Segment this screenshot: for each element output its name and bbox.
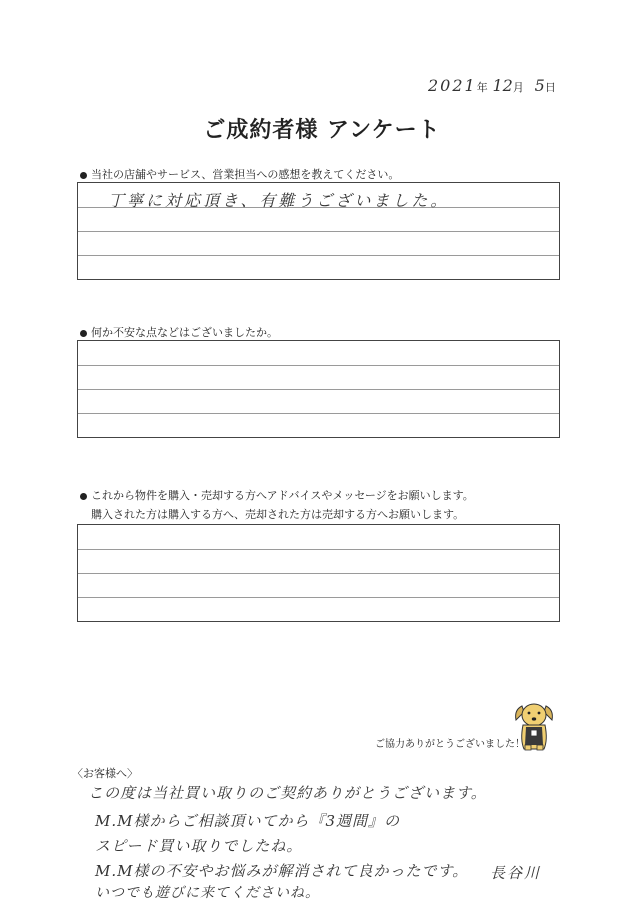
answer-box-1 — [77, 182, 560, 280]
reply-line: この度は当社買い取りのご契約ありがとうございます。 — [88, 784, 487, 802]
bullet-icon — [80, 493, 87, 500]
question-3-label: これから物件を購入・売却する方へアドバイスやメッセージをお願いします。 — [91, 489, 474, 502]
question-2-label: 何か不安な点などはございましたか。 — [91, 326, 278, 339]
date-month-unit: 月 — [512, 81, 524, 94]
date-day-unit: 日 — [544, 81, 556, 94]
question-1-label: 当社の店舗やサービス、営業担当への感想を教えてください。 — [91, 168, 400, 181]
answer-box-3 — [77, 524, 560, 622]
answer-1-text: 丁寧に対応頂き、有難うございました。 — [108, 191, 450, 210]
question-3-sub: 購入された方は購入する方へ、売却された方は売却する方へお願いします。 — [91, 508, 465, 521]
thanks-message: ご協力ありがとうございました！ — [375, 739, 525, 750]
bullet-icon — [80, 172, 87, 179]
page-title: ご成約者様 アンケート — [203, 118, 441, 143]
date-day: 5 — [534, 76, 545, 95]
date-year: 2021 — [428, 76, 477, 95]
question-2 — [80, 324, 278, 340]
date — [428, 76, 556, 95]
date-year-unit: 年 — [476, 81, 488, 94]
signature: 長谷川 — [490, 864, 542, 882]
reply-line: M.M様の不安やお悩みが解消されて良かったです。 — [95, 862, 469, 880]
bullet-icon — [80, 330, 87, 337]
date-month: 12 — [492, 76, 513, 95]
reply-line: M.M様からご相談頂いてから『3週間』の — [95, 812, 401, 830]
reply-line: スピード買い取りでしたね。 — [95, 837, 303, 855]
reply-heading: 〈お客様へ〉 — [72, 767, 138, 780]
answer-box-2 — [77, 340, 560, 438]
question-1 — [80, 166, 399, 182]
question-3 — [80, 487, 474, 503]
reply-line: いつでも遊びに来てくださいね。 — [95, 885, 320, 901]
